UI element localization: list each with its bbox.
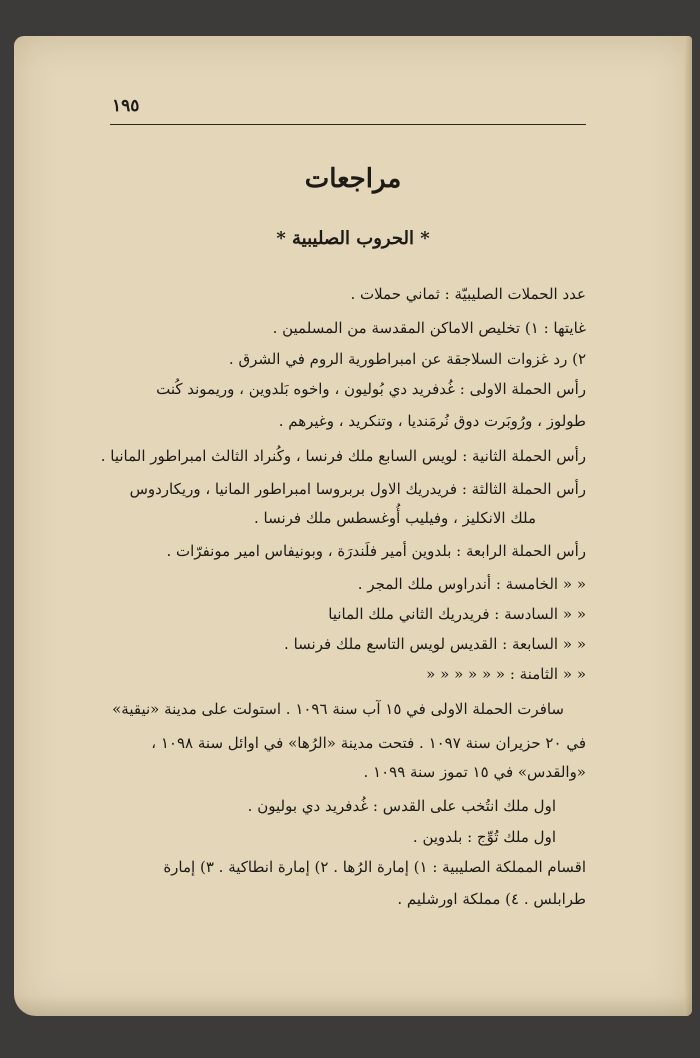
section-subtitle: * الحروب الصليبية * <box>276 228 430 249</box>
text-line: رأس الحملة الاولى : غُدفريد دي بُوليون ، واخوه بَلدوين ، وريموند كُنت <box>156 380 586 398</box>
header-rule <box>110 124 586 125</box>
text-line: « « السادسة : فريدريك الثاني ملك المانيا <box>328 605 586 623</box>
text-line: اقسام المملكة الصليبية : ١) إمارة الرُها . ٢) إمارة انطاكية . ٣) إمارة <box>163 858 586 876</box>
page-number: ١٩٥ <box>112 96 140 116</box>
text-line: سافرت الحملة الاولى في ١٥ آب سنة ١٠٩٦ . استولت على مدينة «نيقية» <box>112 700 564 718</box>
page-title: مراجعات <box>304 164 402 194</box>
text-line: اول ملك تُوِّج : بلدوين . <box>412 828 556 846</box>
text-line: « « الثامنة : « « « « « « <box>426 665 586 683</box>
text-line: غايتها : ١) تخليص الاماكن المقدسة من المسلمين . <box>272 319 586 337</box>
text-line: رأس الحملة الثالثة : فريدريك الاول بربروسا امبراطور المانيا ، وريكاردوس <box>129 480 586 498</box>
book-page <box>14 36 692 1016</box>
text-line: « « السابعة : القديس لويس التاسع ملك فرنسا . <box>284 635 586 653</box>
page-shadow <box>14 996 692 1016</box>
text-line: ٢) رد غزوات السلاجقة عن امبراطورية الروم في الشرق . <box>228 350 586 368</box>
text-line: «والقدس» في ١٥ تموز سنة ١٠٩٩ . <box>363 763 586 781</box>
text-line: رأس الحملة الرابعة : بلدوين أمير فلَندرَة ، وبونيفاس امير مونفرّات . <box>166 542 586 560</box>
text-line: في ٢٠ حزيران سنة ١٠٩٧ . فتحت مدينة «الرُها» في اوائل سنة ١٠٩٨ ، <box>151 734 586 752</box>
text-line: رأس الحملة الثانية : لويس السابع ملك فرنسا ، وكُنراد الثالث امبراطور المانيا . <box>100 447 586 465</box>
text-line: اول ملك انتُخب على القدس : غُدفريد دي بوليون . <box>247 797 556 815</box>
text-line: عدد الحملات الصليبيّة : ثماني حملات . <box>350 285 586 303</box>
text-line: « « الخامسة : أندراوس ملك المجر . <box>357 575 586 593</box>
text-line: ملك الانكليز ، وفيليب أُوغسطس ملك فرنسا . <box>253 509 536 527</box>
text-line: طولوز ، ورُوبَرت دوق نُرمَنديا ، وتنكريد ، وغيرهم . <box>278 412 586 430</box>
text-line: طرابلس . ٤) مملكة اورشليم . <box>397 890 586 908</box>
